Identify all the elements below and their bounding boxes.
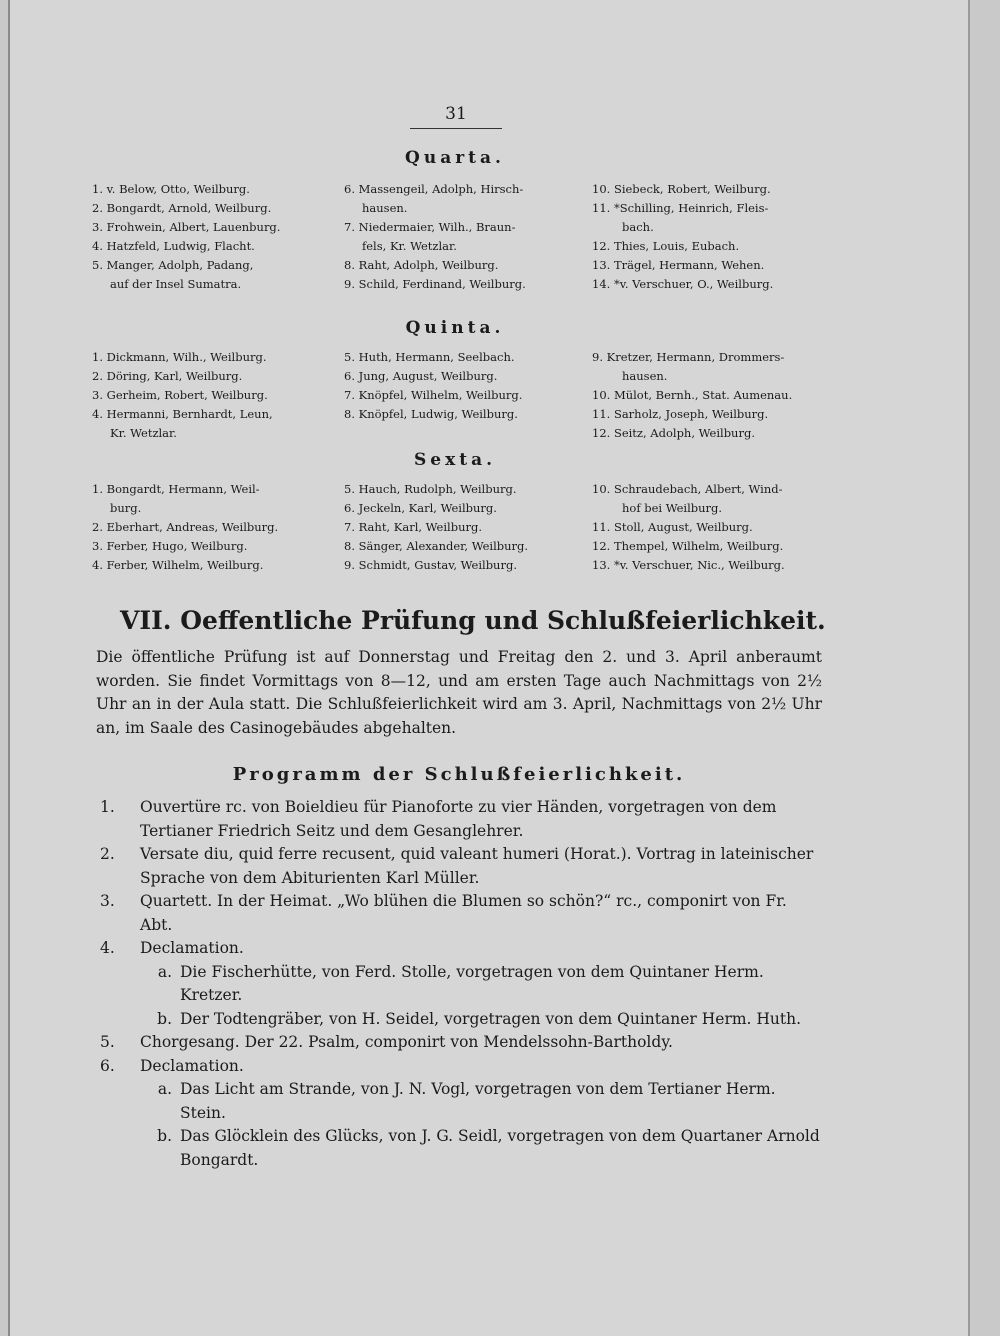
scanned-page xyxy=(8,0,970,1336)
list-item-continuation: fels, Kr. Wetzlar. xyxy=(362,239,457,253)
page-number: 31 xyxy=(445,104,467,124)
list-item: 11. Sarholz, Joseph, Weilburg. xyxy=(592,407,769,421)
program-list xyxy=(96,796,822,1172)
list-item: 5. Huth, Hermann, Seelbach. xyxy=(344,350,515,364)
program-item xyxy=(96,1055,822,1079)
list-item: 9. Schild, Ferdinand, Weilburg. xyxy=(344,277,526,291)
list-item: 5. Hauch, Rudolph, Weilburg. xyxy=(344,482,517,496)
list-item: 6. Jung, August, Weilburg. xyxy=(344,369,498,383)
list-item: 4. Hermanni, Bernhardt, Leun, xyxy=(92,407,273,421)
program-item-text: Ouvertüre rc. von Boieldieu für Pianoforte zu vier Händen, vorgetragen von dem Tertianer Friedrich Seitz und dem Gesanglehrer. xyxy=(140,798,777,840)
program-item-text: Quartett. In der Heimat. „Wo blühen die Blumen so schön?“ rc., componirt von Fr. Abt. xyxy=(140,892,787,934)
program-item xyxy=(96,796,822,843)
program-subitem-letter: a. xyxy=(157,1080,172,1098)
program-subitem xyxy=(96,1125,822,1172)
list-item: 8. Raht, Adolph, Weilburg. xyxy=(344,258,499,272)
section-heading: VII. Oeffentliche Prüfung und Schlußfeierlichkeit. xyxy=(120,606,826,635)
program-item xyxy=(96,890,822,937)
list-item: 11. *Schilling, Heinrich, Fleis- xyxy=(592,201,769,215)
list-item-continuation: hof bei Weilburg. xyxy=(622,501,723,515)
list-item: 12. Seitz, Adolph, Weilburg. xyxy=(592,426,755,440)
program-subitem-text: Der Todtengräber, von H. Seidel, vorgetragen von dem Quintaner Herm. Huth. xyxy=(180,1009,802,1028)
list-item: 7. Niedermaier, Wilh., Braun- xyxy=(344,220,516,234)
list-item-continuation: hausen. xyxy=(622,369,668,383)
sexta-col-1 xyxy=(92,480,278,575)
sexta-title: Sexta. xyxy=(413,450,496,470)
list-item: 7. Raht, Karl, Weilburg. xyxy=(344,520,483,534)
program-item xyxy=(96,843,822,890)
program-item-number: 4. xyxy=(100,939,115,957)
program-heading: Programm der Schlußfeierlichkeit. xyxy=(232,764,686,785)
list-item: 3. Frohwein, Albert, Lauenburg. xyxy=(92,220,281,234)
program-item-text: Chorgesang. Der 22. Psalm, componirt von Mendelssohn-Bartholdy. xyxy=(140,1033,673,1051)
sexta-col-2 xyxy=(344,480,528,575)
program-item-number: 3. xyxy=(100,892,115,910)
list-item-continuation: Kr. Wetzlar. xyxy=(110,426,177,440)
program-item-number: 5. xyxy=(100,1033,115,1051)
program-item-number: 2. xyxy=(100,845,115,863)
list-item: 3. Ferber, Hugo, Weilburg. xyxy=(92,539,248,553)
list-item: 4. Hatzfeld, Ludwig, Flacht. xyxy=(92,239,255,253)
program-subitem-text: Das Licht am Strande, von J. N. Vogl, vorgetragen von dem Tertianer Herm. Stein. xyxy=(180,1080,776,1122)
list-item: 7. Knöpfel, Wilhelm, Weilburg. xyxy=(344,388,523,402)
quinta-col-1 xyxy=(92,348,273,443)
program-subitem-letter: a. xyxy=(157,962,172,981)
program-item-text: Declamation. xyxy=(140,1056,244,1075)
page-number-rule xyxy=(410,128,502,129)
list-item: 3. Gerheim, Robert, Weilburg. xyxy=(92,388,268,402)
list-item: 12. Thempel, Wilhelm, Weilburg. xyxy=(592,539,784,553)
list-item: 2. Eberhart, Andreas, Weilburg. xyxy=(92,520,279,534)
list-item: 9. Schmidt, Gustav, Weilburg. xyxy=(344,558,517,572)
list-item: 1. Bongardt, Hermann, Weil- xyxy=(92,482,260,496)
program-subitem xyxy=(96,1078,822,1125)
list-item: 4. Ferber, Wilhelm, Weilburg. xyxy=(92,558,264,572)
program-item xyxy=(96,1031,822,1055)
quinta-col-3 xyxy=(592,348,792,443)
list-item: 10. Mülot, Bernh., Stat. Aumenau. xyxy=(592,388,793,402)
list-item: 14. *v. Verschuer, O., Weilburg. xyxy=(592,277,774,291)
list-item: 9. Kretzer, Hermann, Drommers- xyxy=(592,350,785,364)
quarta-col-2 xyxy=(344,180,526,294)
list-item: 8. Knöpfel, Ludwig, Weilburg. xyxy=(344,407,518,421)
list-item: 2. Bongardt, Arnold, Weilburg. xyxy=(92,201,272,215)
quinta-title: Quinta. xyxy=(405,318,505,338)
quarta-title: Quarta. xyxy=(405,148,505,168)
list-item: 12. Thies, Louis, Eubach. xyxy=(592,239,740,253)
list-item: 10. Schraudebach, Albert, Wind- xyxy=(592,482,783,496)
quarta-col-1 xyxy=(92,180,280,294)
list-item-continuation: hausen. xyxy=(362,201,408,215)
program-subitem-text: Die Fischerhütte, von Ferd. Stolle, vorgetragen von dem Quintaner Herm. Kretzer. xyxy=(180,962,764,1004)
program-item-number: 1. xyxy=(100,798,115,816)
program-subitem xyxy=(96,1008,822,1032)
program-item xyxy=(96,937,822,961)
program-item-text: Versate diu, quid ferre recusent, quid valeant humeri (Horat.). Vortrag in lateinischer Sprache von dem Abiturienten Karl Müller. xyxy=(140,845,814,887)
program-subitem-letter: b. xyxy=(157,1009,172,1028)
list-item: 1. v. Below, Otto, Weilburg. xyxy=(92,182,250,196)
list-item: 6. Jeckeln, Karl, Weilburg. xyxy=(344,501,497,515)
list-item: 11. Stoll, August, Weilburg. xyxy=(592,520,753,534)
list-item-continuation: auf der Insel Sumatra. xyxy=(110,277,242,291)
list-item: 6. Massengeil, Adolph, Hirsch- xyxy=(344,182,524,196)
list-item: 10. Siebeck, Robert, Weilburg. xyxy=(592,182,771,196)
section-paragraph: Die öffentliche Prüfung ist auf Donnerstag und Freitag den 2. und 3. April anberaumt worden. Sie findet Vormittags von 8—12, und am ersten Tage auch Nachmittags von 2½ Uhr an in der Aula statt. Die Schlußfeierlichkeit wird am 3. April, Nachmittags von 2½ Uhr an, im Saale des Casinogebäudes abgehalten. xyxy=(96,648,822,737)
list-item: 2. Döring, Karl, Weilburg. xyxy=(92,369,243,383)
list-item-continuation: bach. xyxy=(622,220,654,234)
program-subitem-text: Das Glöcklein des Glücks, von J. G. Seidl, vorgetragen von dem Quartaner Arnold Bongardt. xyxy=(180,1127,820,1169)
quarta-col-3 xyxy=(592,180,773,294)
sexta-col-3 xyxy=(592,480,785,575)
list-item-continuation: burg. xyxy=(110,501,142,515)
program-item-text: Declamation. xyxy=(140,939,244,957)
program-item-number: 6. xyxy=(100,1056,115,1075)
list-item: 5. Manger, Adolph, Padang, xyxy=(92,258,254,272)
list-item: 8. Sänger, Alexander, Weilburg. xyxy=(344,539,529,553)
list-item: 13. *v. Verschuer, Nic., Weilburg. xyxy=(592,558,785,572)
program-subitem xyxy=(96,961,822,1008)
list-item: 1. Dickmann, Wilh., Weilburg. xyxy=(92,350,267,364)
program-subitem-letter: b. xyxy=(157,1127,172,1145)
list-item: 13. Trägel, Hermann, Wehen. xyxy=(592,258,765,272)
quinta-col-2 xyxy=(344,348,522,424)
